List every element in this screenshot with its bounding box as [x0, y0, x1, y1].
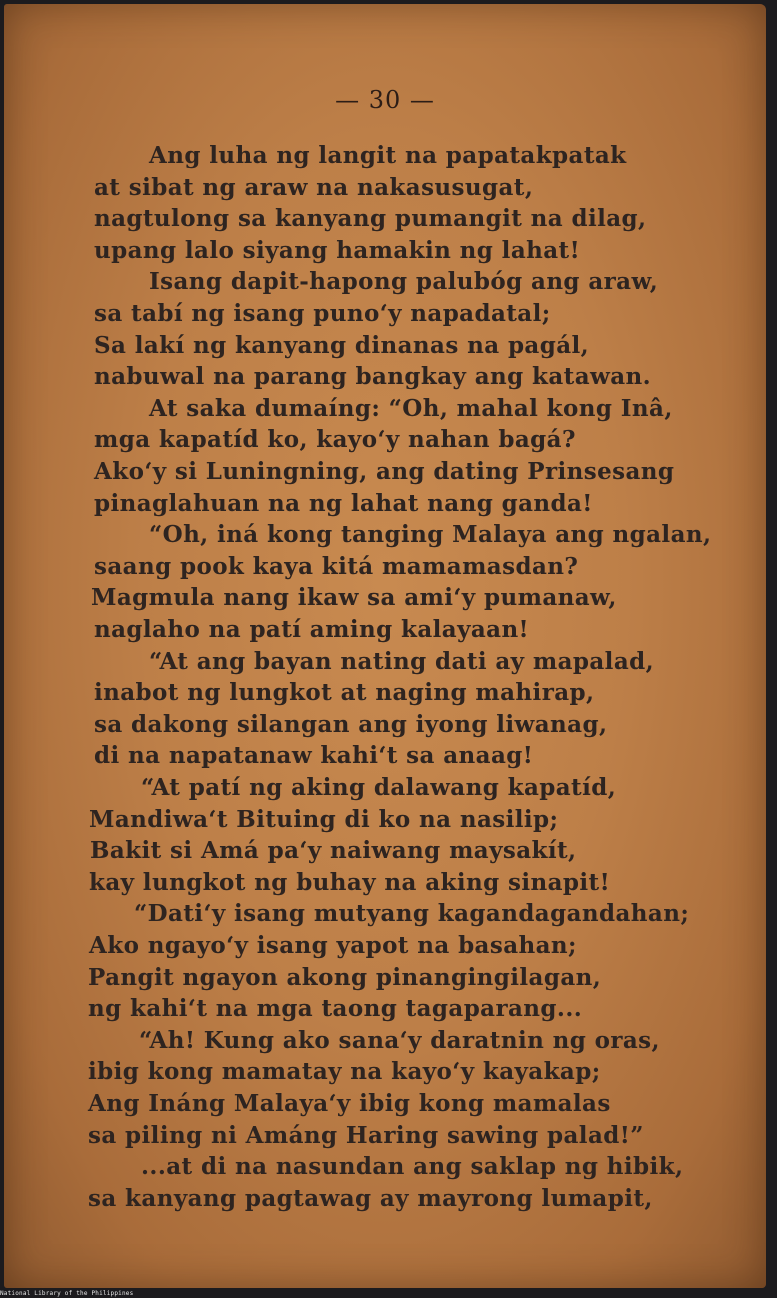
poem-line: Mandiwa‘t Bituing di ko na nasilip; [89, 806, 559, 833]
poem-line: Magmula nang ikaw sa ami‘y pumanaw, [91, 584, 617, 611]
poem-line: “Dati‘y isang mutyang kagandagandahan; [134, 900, 690, 927]
poem-line: kay lungkot ng buhay na aking sinapit! [89, 869, 611, 896]
poem-line: nabuwal na parang bangkay ang katawan. [94, 363, 652, 390]
page-number: — 30 — [335, 86, 435, 114]
poem-line: di na napatanaw kahi‘t sa anaag! [94, 742, 534, 769]
poem-line: Isang dapit-hapong palubóg ang araw, [149, 268, 659, 295]
poem-line: At saka dumaíng: “Oh, mahal kong Inâ, [149, 395, 673, 422]
footer-credit: National Library of the Philippines [0, 1290, 134, 1297]
poem-line: Ako‘y si Luningning, ang dating Prinsesang [94, 458, 675, 485]
poem-line: Ako ngayo‘y isang yapot na basahan; [89, 932, 577, 959]
poem-line: nagtulong sa kanyang pumangit na dilag, [94, 205, 647, 232]
poem-line: inabot ng lungkot at naging mahirap, [94, 679, 595, 706]
poem-line: naglaho na patí aming kalayaan! [94, 616, 530, 643]
poem-line: ng kahi‘t na mga taong tagaparang... [88, 995, 583, 1022]
poem-line: upang lalo siyang hamakin ng lahat! [94, 237, 581, 264]
poem-line: “Oh, iná kong tanging Malaya ang ngalan, [149, 521, 712, 548]
poem-line: ibig kong mamatay na kayo‘y kayakap; [88, 1058, 601, 1085]
poem-line: sa piling ni Amáng Haring sawing palad!” [88, 1122, 644, 1149]
poem-line: sa dakong silangan ang iyong liwanag, [94, 711, 608, 738]
poem-line: saang pook kaya kitá mamamasdan? [94, 553, 579, 580]
poem-line: Bakit si Amá pa‘y naiwang maysakít, [90, 837, 577, 864]
poem-line: Ang Ináng Malaya‘y ibig kong mamalas [88, 1090, 611, 1117]
poem-line: Pangit ngayon akong pinangingilagan, [88, 964, 602, 991]
book-page [4, 4, 766, 1288]
poem-line: ...at di na nasundan ang saklap ng hibik, [141, 1153, 684, 1180]
poem-line: “Ah! Kung ako sana‘y daratnin ng oras, [139, 1027, 660, 1054]
poem-line: at sibat ng araw na nakasusugat, [94, 174, 534, 201]
poem-line: pinaglahuan na ng lahat nang ganda! [94, 490, 593, 517]
poem-line: “At patí ng aking dalawang kapatíd, [141, 774, 617, 801]
poem-line: mga kapatíd ko, kayo‘y nahan bagá? [94, 426, 576, 453]
poem-line: Ang luha ng langit na papatakpatak [149, 142, 627, 169]
poem-line: “At ang bayan nating dati ay mapalad, [149, 648, 655, 675]
poem-line: Sa lakí ng kanyang dinanas na pagál, [94, 332, 590, 359]
poem-line: sa tabí ng isang puno‘y napadatal; [94, 300, 551, 327]
poem-line: sa kanyang pagtawag ay mayrong lumapit, [88, 1185, 653, 1212]
